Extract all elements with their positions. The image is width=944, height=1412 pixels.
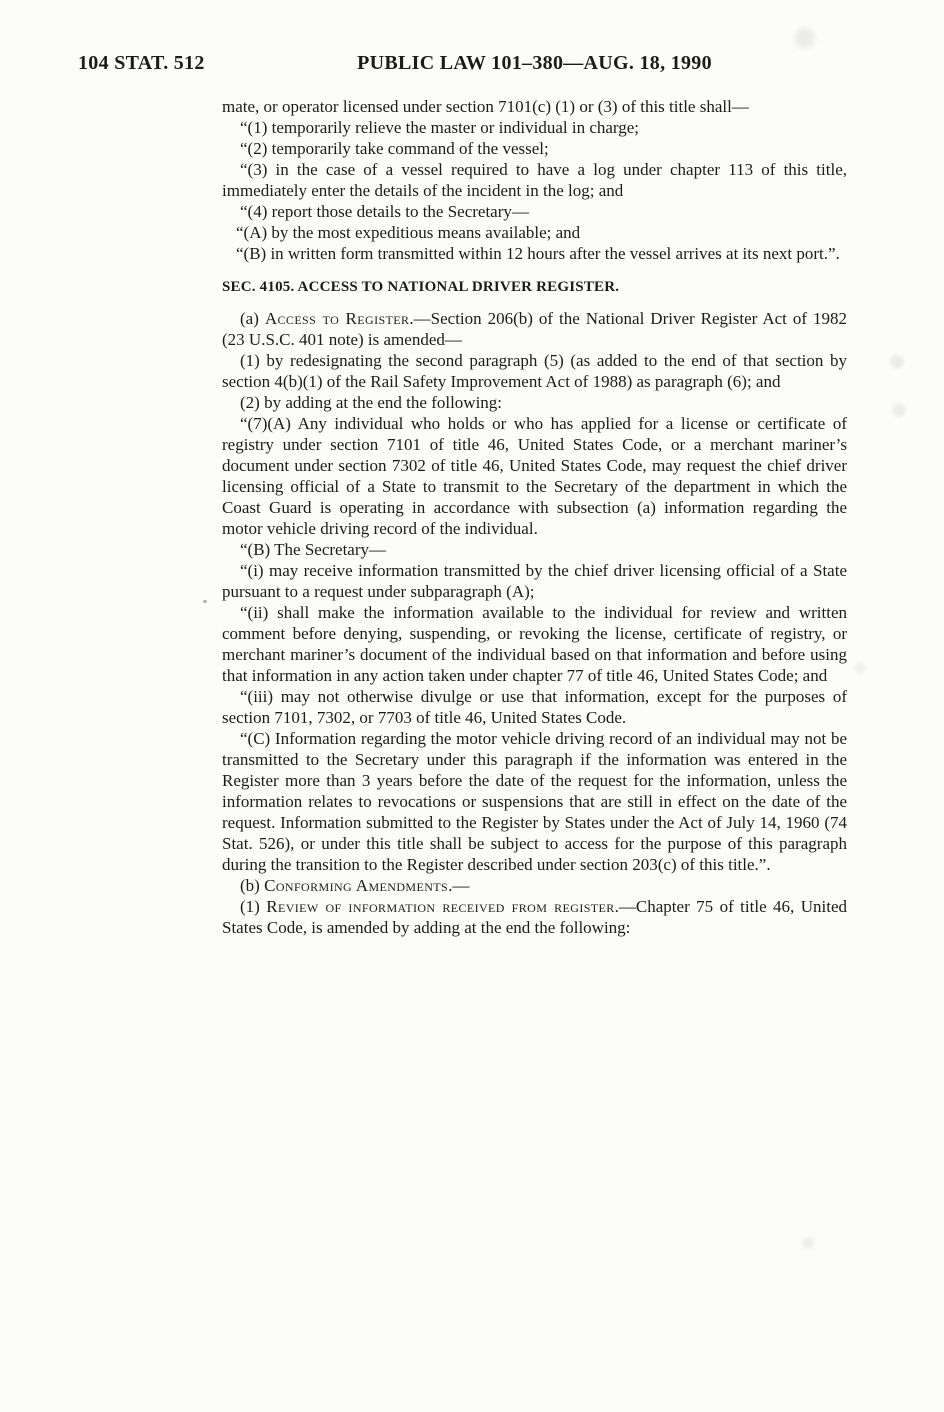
subsection-b-text: .— [448, 876, 470, 895]
subsection-b-item-1-prefix: (1) [240, 897, 267, 916]
subsection-a-paragraph [222, 308, 847, 350]
paragraph-7B: “(B) The Secretary— [240, 540, 387, 559]
subsection-b-smallcaps-heading: Conforming Amendments [264, 876, 449, 895]
clause-ii: “(ii) shall make the information available to the individual for review and written comment before denying, suspending, or revoking the license, certificate of registry, or merchant mariner’s document of the individual based on that information and before using that information in any action taken under chapter 77 of title 46, United States Code; and [222, 603, 847, 685]
public-law-title: PUBLIC LAW 101–380—AUG. 18, 1990 [357, 52, 712, 74]
subsection-b-paragraph [222, 875, 847, 896]
subsection-a-prefix: (a) [240, 309, 265, 328]
clause-i: “(i) may receive information transmitted by the chief driver licensing official of a State pursuant to a request under subparagraph (A); [222, 561, 847, 601]
subsection-b-prefix: (b) [240, 876, 265, 895]
statute-item-4-subparagraph-A: “(A) by the most expeditious means available; and [236, 223, 581, 242]
scan-speck [203, 600, 207, 603]
subsection-a-text: .—Section 206(b) of the National Driver Register Act of 1982 (23 U.S.C. 401 note) is amended— [222, 309, 847, 349]
paragraph-7A: “(7)(A) Any individual who holds or who has applied for a license or certificate of registry under section 7101 of title 46, United States Code, or a merchant mariner’s document under section 7302 of title 46, United States Code, may request the chief driver licensing official of a State to transmit to the Secretary of the department in which the Coast Guard is operating in accordance with subsection (a) information regarding the motor vehicle driving record of the individual. [222, 414, 847, 538]
section-4105-heading: SEC. 4105. ACCESS TO NATIONAL DRIVER REGISTER. [222, 279, 620, 295]
paragraph-7C: “(C) Information regarding the motor vehicle driving record of an individual may not be transmitted to the Secretary under this paragraph if the information was entered in the Register more than 3 years before the date of the request for the information, unless the information relates to revocations or suspensions that are still in effect on the date of the request. Information submitted to the Register by States under the Act of July 14, 1960 (74 Stat. 526), or under this title shall be subject to access for the purpose of this paragraph during the transition to the Register described under section 203(c) of this title.”. [222, 729, 847, 874]
statute-item-3: “(3) in the case of a vessel required to have a log under chapter 113 of this title, immediately enter the details of the incident in the log; and [222, 160, 847, 200]
paragraph-continuation-intro: mate, or operator licensed under section 7101(c) (1) or (3) of this title shall— [222, 97, 749, 116]
clause-iii: “(iii) may not otherwise divulge or use that information, except for the purposes of section 7101, 7302, or 7703 of title 46, United States Code. [222, 687, 847, 727]
statute-page-number: 104 STAT. 512 [78, 52, 205, 74]
statute-item-2: “(2) temporarily take command of the vessel; [240, 139, 549, 158]
statute-item-4-subparagraph-B: “(B) in written form transmitted within 12 hours after the vessel arrives at its next port.”. [236, 244, 840, 263]
subsection-b-item-1-smallcaps-heading: Review of information received from register [266, 897, 615, 916]
subsection-b-item-1 [222, 896, 847, 938]
subsection-a-item-1: (1) by redesignating the second paragraph (5) (as added to the end of that section by section 4(b)(1) of the Rail Safety Improvement Act of 1988) as paragraph (6); and [222, 351, 847, 391]
statute-item-4: “(4) report those details to the Secretary— [240, 202, 529, 221]
document-body [222, 96, 847, 938]
subsection-a-item-2: (2) by adding at the end the following: [240, 393, 503, 412]
subsection-a-smallcaps-heading: Access to Register [264, 309, 410, 328]
statute-item-1: “(1) temporarily relieve the master or individual in charge; [240, 118, 640, 137]
subsection-b-item-1-text: .—Chapter 75 of title 46, United States Code, is amended by adding at the end the following: [222, 897, 847, 937]
page-header [0, 52, 944, 82]
